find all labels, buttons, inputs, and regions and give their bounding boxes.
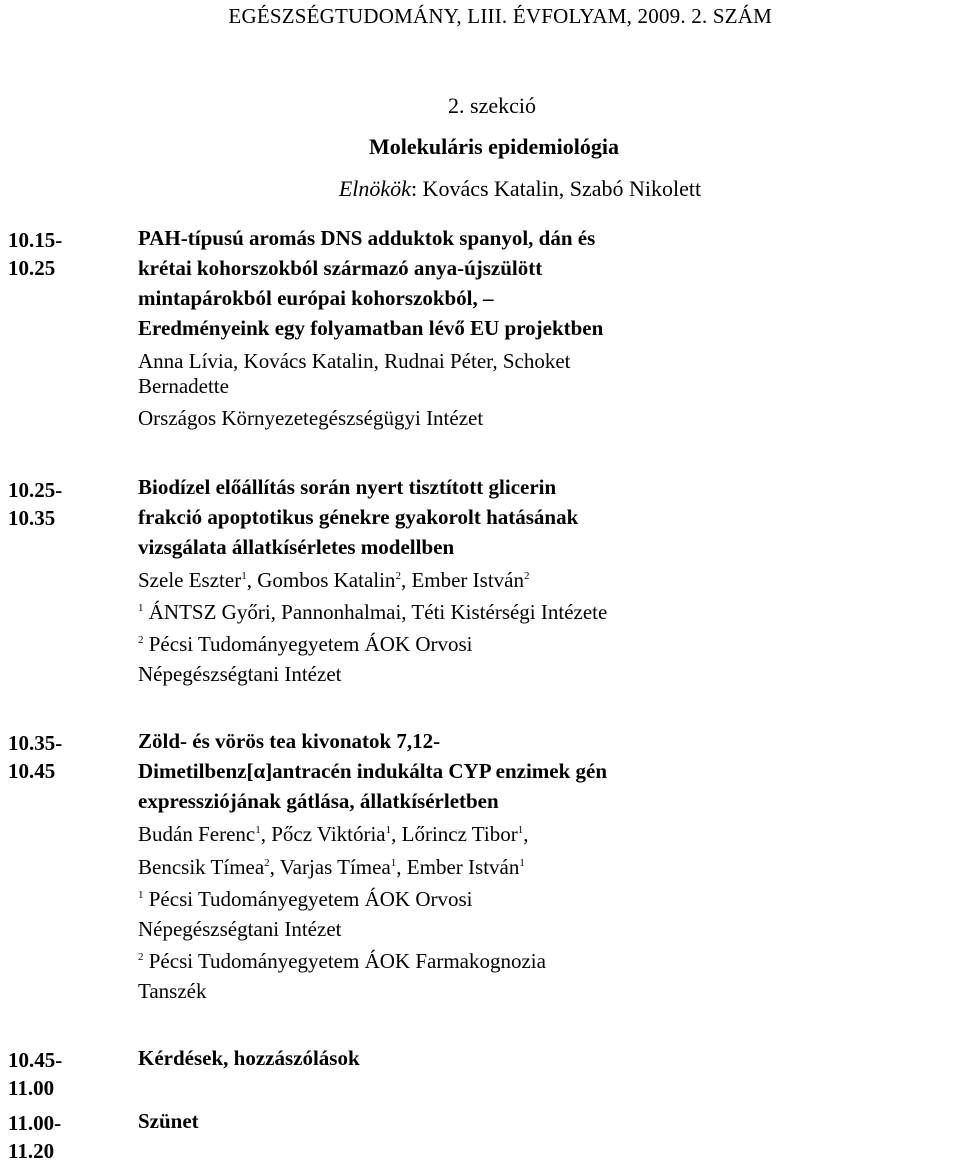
entry-authors — [138, 346, 938, 401]
entry-title: Szünet — [138, 1109, 199, 1133]
time-start: 11.00- — [8, 1111, 62, 1135]
title-line: Biodízel előállítás során nyert tisztított glicerin — [138, 475, 557, 499]
section-title: Molekuláris epidemiológia — [369, 134, 619, 159]
institution-line: Pécsi Tudományegyetem ÁOK Orvosi — [143, 632, 473, 656]
entry-2-time — [8, 476, 62, 532]
author-name: Szele Eszter — [138, 568, 242, 592]
author-sep: , — [396, 855, 407, 879]
time-start: 10.45- — [8, 1048, 63, 1072]
affiliation-sup: 2 — [395, 570, 401, 582]
time-end: 11.00 — [8, 1076, 55, 1100]
affiliation-sup: 1 — [519, 857, 525, 869]
title-line: frakció apoptotikus génekre gyakorolt hatásának — [138, 505, 579, 529]
author-sep: , — [269, 855, 280, 879]
entry-5 — [138, 1106, 938, 1136]
author-name: Budán Ferenc — [138, 822, 256, 846]
time-start: 10.25- — [8, 478, 63, 502]
author-name: Ember István — [411, 568, 524, 592]
section-chairs — [0, 176, 960, 202]
affiliation-sup: 1 — [241, 570, 247, 582]
time-end: 10.45 — [8, 759, 56, 783]
author-sep: , — [523, 822, 529, 846]
entry-title — [138, 223, 938, 343]
title-line: mintapárokból európai kohorszokból, – — [138, 286, 494, 310]
author-name: Bencsik Tímea — [138, 855, 265, 879]
affiliation-sup: 1 — [138, 602, 144, 614]
author-sep: , — [400, 568, 412, 592]
time-start: 10.35- — [8, 731, 63, 755]
author-sep: , — [246, 568, 258, 592]
entry-institution: Országos Környezetegészségügyi Intézet — [138, 406, 484, 430]
author-name: Ember István — [406, 855, 520, 879]
chairs-names: : Kovács Katalin, Szabó Nikolett — [410, 176, 702, 201]
time-start: 10.15- — [8, 228, 63, 252]
authors-line: Anna Lívia, Kovács Katalin, Rudnai Péter, Schoket — [138, 349, 571, 373]
affiliation-sup: 1 — [385, 824, 392, 836]
affiliation-sup: 1 — [138, 889, 144, 901]
institution-line: Népegészségtani Intézet — [138, 662, 342, 686]
author-name: Varjas Tímea — [279, 855, 391, 879]
author-name: Gombos Katalin — [257, 568, 396, 592]
author-sep: , — [260, 822, 272, 846]
journal-header: EGÉSZSÉGTUDOMÁNY, LIII. ÉVFOLYAM, 2009. 2. SZÁM — [228, 4, 772, 28]
authors-line: Bernadette — [138, 374, 229, 398]
entry-4-time — [8, 1046, 62, 1102]
title-line: expressziójának gátlása, állatkísérletben — [138, 789, 499, 813]
title-line: PAH-típusú aromás DNS adduktok spanyol, dán és — [138, 226, 596, 250]
section-number: 2. szekció — [448, 93, 536, 118]
institution-line: Pécsi Tudományegyetem ÁOK Orvosi — [143, 887, 473, 911]
time-end: 10.35 — [8, 506, 56, 530]
affiliation-sup: 2 — [138, 634, 144, 646]
title-line: Dimetilbenz[α]antracén indukálta CYP enzimek gén — [138, 759, 608, 783]
entry-authors — [138, 565, 938, 595]
title-line: krétai kohorszokból származó anya-újszülött — [138, 256, 543, 280]
entry-authors — [138, 819, 938, 882]
entry-3 — [138, 726, 938, 1006]
affiliation-sup: 2 — [138, 951, 144, 963]
entry-institution — [138, 629, 938, 689]
institution-line: Tanszék — [138, 979, 207, 1003]
title-line: vizsgálata állatkísérletes modellben — [138, 535, 455, 559]
institution-line: Pécsi Tudományegyetem ÁOK Farmakognozia — [143, 949, 546, 973]
entry-5-time — [8, 1109, 61, 1165]
affiliation-sup: 2 — [523, 570, 530, 582]
author-name: Pőcz Viktória — [271, 822, 386, 846]
entry-4 — [138, 1043, 938, 1073]
entry-institution — [138, 946, 938, 1006]
title-line: Zöld- és vörös tea kivonatok 7,12- — [138, 729, 441, 753]
entry-3-time — [8, 729, 62, 785]
title-line: Eredményeink egy folyamatban lévő EU projektben — [138, 316, 604, 340]
entry-institution — [138, 597, 938, 627]
affiliation-sup: 1 — [390, 857, 397, 869]
institution-line: ÁNTSZ Győri, Pannonhalmai, Téti Kistérségi Intézete — [143, 600, 608, 624]
affiliation-sup: 2 — [264, 857, 270, 869]
affiliation-sup: 1 — [517, 824, 524, 836]
entry-title — [138, 726, 938, 816]
institution-line: Népegészségtani Intézet — [138, 917, 342, 941]
entry-title — [138, 472, 938, 562]
entry-1 — [138, 223, 938, 433]
entry-1-time — [8, 226, 62, 282]
entry-2 — [138, 472, 938, 689]
chairs-label: Elnökök — [338, 176, 411, 201]
author-sep: , — [391, 822, 402, 846]
time-end: 11.20 — [8, 1139, 55, 1163]
time-end: 10.25 — [8, 256, 56, 280]
entry-title: Kérdések, hozzászólások — [138, 1046, 360, 1070]
affiliation-sup: 1 — [255, 824, 261, 836]
author-name: Lőrincz Tibor — [401, 822, 518, 846]
entry-institution — [138, 884, 938, 944]
